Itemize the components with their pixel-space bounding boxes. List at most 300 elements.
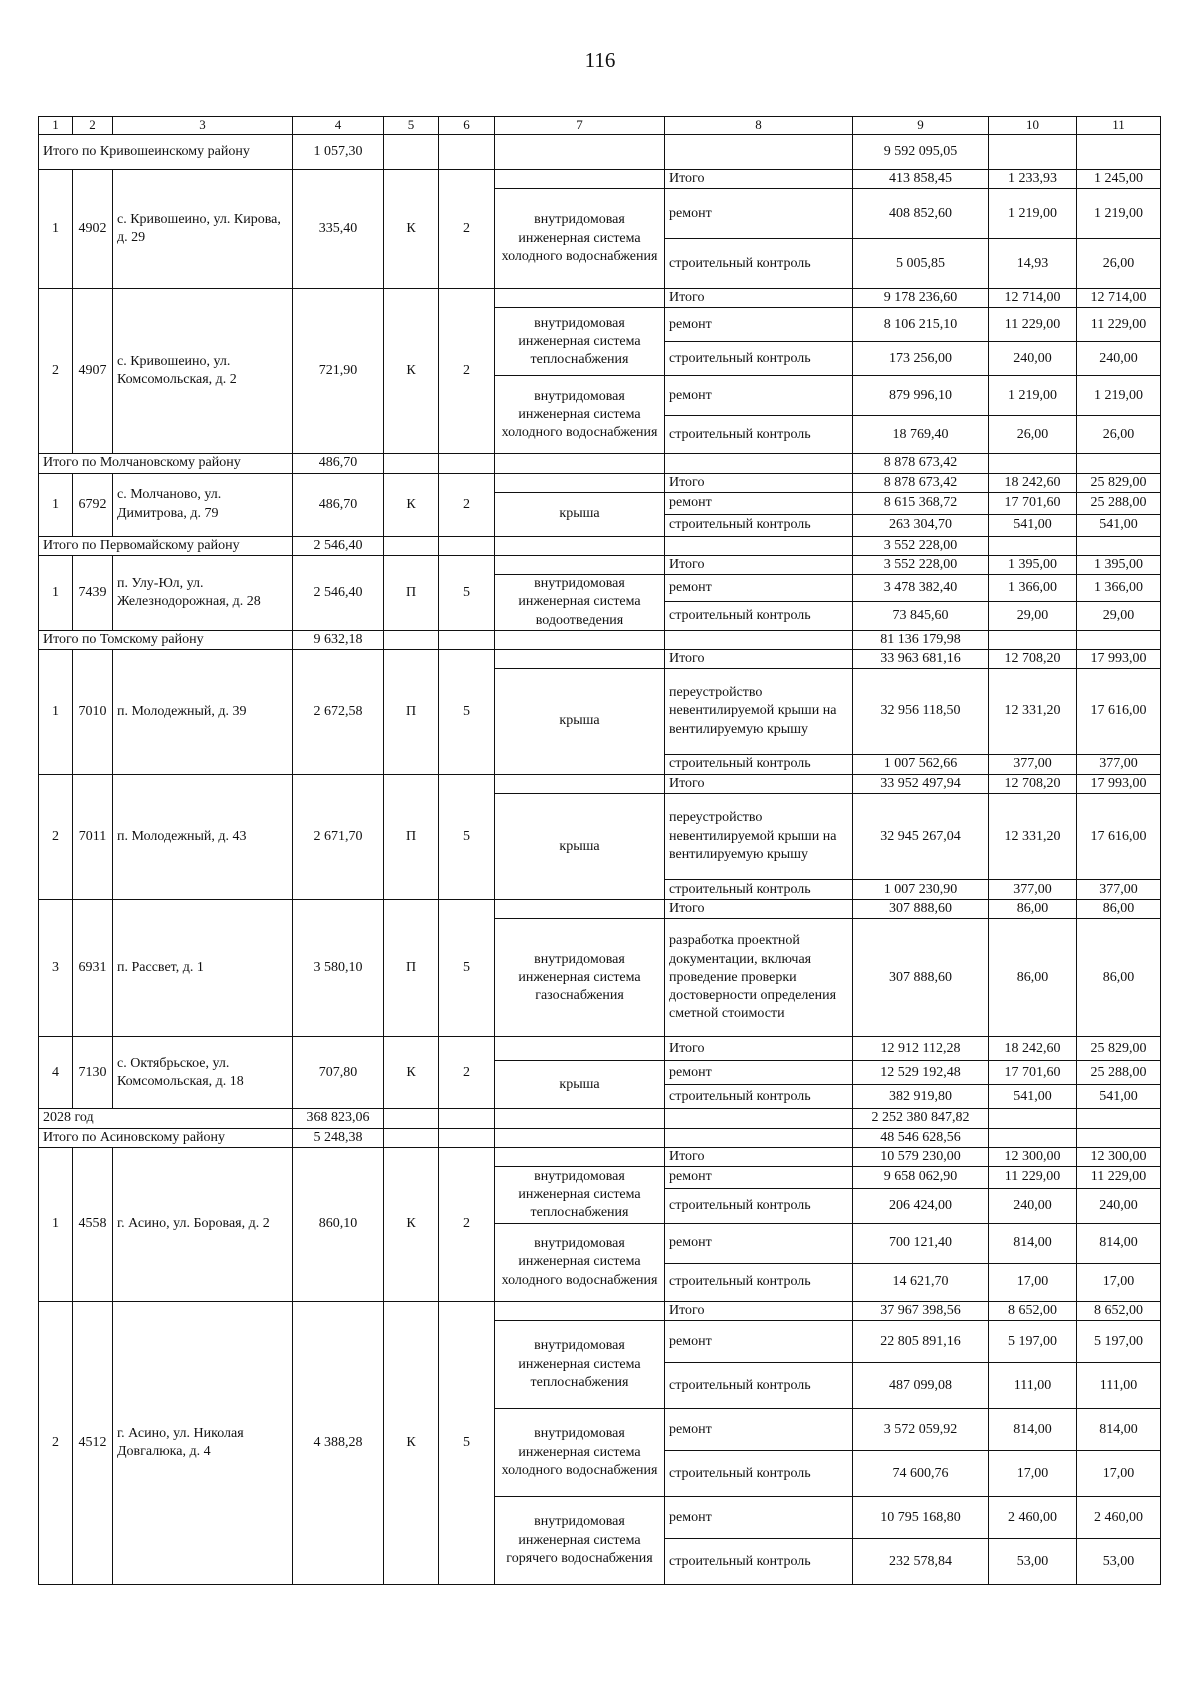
work-max-cost: 377,00 <box>1077 880 1161 900</box>
work-type: ремонт <box>665 575 853 602</box>
work-type: разработка проектной документации, включая проведение проверки достоверности определения сметной стоимости <box>665 919 853 1037</box>
work-max-cost: 111,00 <box>1077 1363 1161 1409</box>
total-area: 2 546,40 <box>293 536 384 555</box>
floor-count: 5 <box>439 555 495 630</box>
work-type: переустройство невентилируемой крыши на вентилируемую крышу <box>665 669 853 755</box>
house-itogo-row <box>39 473 1161 492</box>
work-unit-cost: 12 331,20 <box>989 794 1077 880</box>
work-unit-cost: 1 219,00 <box>989 189 1077 239</box>
house-area: 4 388,28 <box>293 1302 384 1585</box>
work-max-cost: 17 616,00 <box>1077 669 1161 755</box>
empty-cell <box>495 536 665 555</box>
itogo-cost: 12 912 112,28 <box>853 1037 989 1061</box>
house-address: с. Октябрьское, ул. Комсомольская, д. 18 <box>113 1037 293 1109</box>
wall-material: К <box>384 473 439 536</box>
itogo-unit-cost: 18 242,60 <box>989 1037 1077 1061</box>
work-max-cost: 53,00 <box>1077 1539 1161 1585</box>
work-max-cost: 814,00 <box>1077 1409 1161 1451</box>
work-type: строительный контроль <box>665 239 853 289</box>
empty-cell <box>989 1109 1077 1128</box>
total-area: 5 248,38 <box>293 1128 384 1147</box>
work-cost: 206 424,00 <box>853 1189 989 1224</box>
work-cost: 10 795 168,80 <box>853 1497 989 1539</box>
work-unit-cost: 240,00 <box>989 342 1077 376</box>
work-unit-cost: 17 701,60 <box>989 492 1077 514</box>
itogo-unit-cost: 12 708,20 <box>989 649 1077 668</box>
work-cost: 8 615 368,72 <box>853 492 989 514</box>
work-type: ремонт <box>665 1167 853 1189</box>
work-type: строительный контроль <box>665 1264 853 1302</box>
empty-cell <box>384 536 439 555</box>
empty-cell <box>1077 1109 1161 1128</box>
house-id: 4558 <box>73 1147 113 1301</box>
empty-cell <box>495 1037 665 1061</box>
work-type: ремонт <box>665 1409 853 1451</box>
empty-cell <box>665 454 853 473</box>
total-row <box>39 630 1161 649</box>
work-cost: 1 007 230,90 <box>853 880 989 900</box>
itogo-label: Итого <box>665 1302 853 1321</box>
house-area: 860,10 <box>293 1147 384 1301</box>
empty-cell <box>495 1109 665 1128</box>
system-name: внутридомовая инженерная система холодного водоснабжения <box>495 376 665 454</box>
itogo-label: Итого <box>665 900 853 919</box>
empty-cell <box>495 170 665 189</box>
work-max-cost: 25 288,00 <box>1077 492 1161 514</box>
work-max-cost: 86,00 <box>1077 919 1161 1037</box>
empty-cell <box>384 1128 439 1147</box>
work-type: строительный контроль <box>665 1085 853 1109</box>
column-number-row <box>39 117 1161 135</box>
house-address: п. Рассвет, д. 1 <box>113 900 293 1037</box>
work-cost: 18 769,40 <box>853 416 989 454</box>
empty-cell <box>1077 135 1161 170</box>
work-type: строительный контроль <box>665 601 853 630</box>
itogo-label: Итого <box>665 555 853 574</box>
work-type: строительный контроль <box>665 514 853 536</box>
work-max-cost: 11 229,00 <box>1077 1167 1161 1189</box>
work-max-cost: 26,00 <box>1077 239 1161 289</box>
itogo-unit-cost: 12 714,00 <box>989 289 1077 308</box>
work-cost: 73 845,60 <box>853 601 989 630</box>
floor-count: 2 <box>439 1037 495 1109</box>
work-cost: 382 919,80 <box>853 1085 989 1109</box>
work-type: ремонт <box>665 1224 853 1264</box>
house-area: 2 546,40 <box>293 555 384 630</box>
work-type: строительный контроль <box>665 1363 853 1409</box>
empty-cell <box>495 630 665 649</box>
itogo-unit-cost: 12 708,20 <box>989 775 1077 794</box>
total-area: 1 057,30 <box>293 135 384 170</box>
total-row <box>39 135 1161 170</box>
wall-material: К <box>384 289 439 454</box>
work-max-cost: 26,00 <box>1077 416 1161 454</box>
work-unit-cost: 1 219,00 <box>989 376 1077 416</box>
work-unit-cost: 814,00 <box>989 1224 1077 1264</box>
empty-cell <box>384 630 439 649</box>
page-number: 116 <box>584 48 616 72</box>
column-header: 11 <box>1077 117 1161 135</box>
system-name: крыша <box>495 1061 665 1109</box>
floor-count: 2 <box>439 1147 495 1301</box>
itogo-max-cost: 1 245,00 <box>1077 170 1161 189</box>
floor-count: 5 <box>439 775 495 900</box>
work-cost: 700 121,40 <box>853 1224 989 1264</box>
itogo-max-cost: 17 993,00 <box>1077 649 1161 668</box>
work-unit-cost: 240,00 <box>989 1189 1077 1224</box>
total-label: 2028 год <box>39 1109 293 1128</box>
house-address: с. Молчаново, ул. Димитрова, д. 79 <box>113 473 293 536</box>
itogo-unit-cost: 1 395,00 <box>989 555 1077 574</box>
work-cost: 263 304,70 <box>853 514 989 536</box>
empty-cell <box>665 135 853 170</box>
work-type: строительный контроль <box>665 1451 853 1497</box>
work-type: ремонт <box>665 308 853 342</box>
total-cost: 8 878 673,42 <box>853 454 989 473</box>
work-max-cost: 17,00 <box>1077 1451 1161 1497</box>
empty-cell <box>495 775 665 794</box>
work-type: строительный контроль <box>665 342 853 376</box>
wall-material: П <box>384 775 439 900</box>
itogo-label: Итого <box>665 1037 853 1061</box>
itogo-label: Итого <box>665 775 853 794</box>
system-name: внутридомовая инженерная система теплоснабжения <box>495 1167 665 1224</box>
itogo-unit-cost: 18 242,60 <box>989 473 1077 492</box>
house-itogo-row <box>39 775 1161 794</box>
house-number: 3 <box>39 900 73 1037</box>
work-cost: 12 529 192,48 <box>853 1061 989 1085</box>
house-id: 7010 <box>73 649 113 774</box>
work-unit-cost: 541,00 <box>989 1085 1077 1109</box>
itogo-cost: 37 967 398,56 <box>853 1302 989 1321</box>
total-label: Итого по Асиновскому району <box>39 1128 293 1147</box>
floor-count: 5 <box>439 900 495 1037</box>
empty-cell <box>1077 630 1161 649</box>
house-number: 1 <box>39 1147 73 1301</box>
work-unit-cost: 377,00 <box>989 880 1077 900</box>
work-type: ремонт <box>665 492 853 514</box>
empty-cell <box>989 454 1077 473</box>
floor-count: 5 <box>439 1302 495 1585</box>
itogo-max-cost: 8 652,00 <box>1077 1302 1161 1321</box>
column-header: 10 <box>989 117 1077 135</box>
itogo-max-cost: 17 993,00 <box>1077 775 1161 794</box>
floor-count: 5 <box>439 649 495 774</box>
total-area: 9 632,18 <box>293 630 384 649</box>
work-type: ремонт <box>665 1497 853 1539</box>
itogo-max-cost: 12 714,00 <box>1077 289 1161 308</box>
work-cost: 3 478 382,40 <box>853 575 989 602</box>
column-header: 6 <box>439 117 495 135</box>
column-header: 8 <box>665 117 853 135</box>
empty-cell <box>384 454 439 473</box>
system-name: внутридомовая инженерная система холодного водоснабжения <box>495 1224 665 1302</box>
column-header: 7 <box>495 117 665 135</box>
house-itogo-row <box>39 1302 1161 1321</box>
empty-cell <box>989 1128 1077 1147</box>
work-cost: 232 578,84 <box>853 1539 989 1585</box>
house-area: 486,70 <box>293 473 384 536</box>
house-area: 2 671,70 <box>293 775 384 900</box>
total-cost: 2 252 380 847,82 <box>853 1109 989 1128</box>
total-row <box>39 1109 1161 1128</box>
itogo-cost: 33 952 497,94 <box>853 775 989 794</box>
house-number: 1 <box>39 170 73 289</box>
house-address: с. Кривошеино, ул. Кирова, д. 29 <box>113 170 293 289</box>
itogo-cost: 413 858,45 <box>853 170 989 189</box>
work-max-cost: 25 288,00 <box>1077 1061 1161 1085</box>
house-itogo-row <box>39 649 1161 668</box>
work-max-cost: 17 616,00 <box>1077 794 1161 880</box>
work-type: строительный контроль <box>665 1539 853 1585</box>
work-unit-cost: 1 366,00 <box>989 575 1077 602</box>
system-name: внутридомовая инженерная система газоснабжения <box>495 919 665 1037</box>
column-header: 9 <box>853 117 989 135</box>
work-type: строительный контроль <box>665 416 853 454</box>
total-cost: 48 546 628,56 <box>853 1128 989 1147</box>
work-max-cost: 1 219,00 <box>1077 376 1161 416</box>
house-number: 1 <box>39 473 73 536</box>
house-address: п. Молодежный, д. 43 <box>113 775 293 900</box>
empty-cell <box>1077 454 1161 473</box>
total-label: Итого по Кривошеинскому району <box>39 135 293 170</box>
empty-cell <box>439 630 495 649</box>
work-unit-cost: 14,93 <box>989 239 1077 289</box>
work-max-cost: 17,00 <box>1077 1264 1161 1302</box>
empty-cell <box>495 1147 665 1166</box>
house-area: 335,40 <box>293 170 384 289</box>
work-unit-cost: 111,00 <box>989 1363 1077 1409</box>
column-header: 3 <box>113 117 293 135</box>
empty-cell <box>495 649 665 668</box>
house-id: 4902 <box>73 170 113 289</box>
work-max-cost: 1 219,00 <box>1077 189 1161 239</box>
itogo-cost: 8 878 673,42 <box>853 473 989 492</box>
house-area: 721,90 <box>293 289 384 454</box>
empty-cell <box>1077 1128 1161 1147</box>
work-type: ремонт <box>665 1061 853 1085</box>
itogo-unit-cost: 86,00 <box>989 900 1077 919</box>
work-cost: 1 007 562,66 <box>853 755 989 775</box>
work-type: строительный контроль <box>665 755 853 775</box>
work-max-cost: 11 229,00 <box>1077 308 1161 342</box>
itogo-cost: 307 888,60 <box>853 900 989 919</box>
work-unit-cost: 2 460,00 <box>989 1497 1077 1539</box>
itogo-cost: 33 963 681,16 <box>853 649 989 668</box>
house-id: 4907 <box>73 289 113 454</box>
empty-cell <box>989 536 1077 555</box>
itogo-label: Итого <box>665 170 853 189</box>
itogo-label: Итого <box>665 289 853 308</box>
system-name: крыша <box>495 492 665 536</box>
system-name: внутридомовая инженерная система холодного водоснабжения <box>495 189 665 289</box>
work-max-cost: 2 460,00 <box>1077 1497 1161 1539</box>
work-unit-cost: 53,00 <box>989 1539 1077 1585</box>
column-header: 5 <box>384 117 439 135</box>
work-unit-cost: 814,00 <box>989 1409 1077 1451</box>
house-address: п. Молодежный, д. 39 <box>113 649 293 774</box>
table-body <box>39 117 1161 1585</box>
system-name: внутридомовая инженерная система водоотведения <box>495 575 665 631</box>
empty-cell <box>384 1109 439 1128</box>
work-cost: 32 945 267,04 <box>853 794 989 880</box>
work-unit-cost: 17,00 <box>989 1264 1077 1302</box>
total-row <box>39 536 1161 555</box>
total-label: Итого по Молчановскому району <box>39 454 293 473</box>
itogo-unit-cost: 1 233,93 <box>989 170 1077 189</box>
itogo-unit-cost: 12 300,00 <box>989 1147 1077 1166</box>
work-unit-cost: 86,00 <box>989 919 1077 1037</box>
house-number: 2 <box>39 1302 73 1585</box>
itogo-max-cost: 12 300,00 <box>1077 1147 1161 1166</box>
house-area: 2 672,58 <box>293 649 384 774</box>
house-number: 2 <box>39 775 73 900</box>
work-unit-cost: 26,00 <box>989 416 1077 454</box>
house-itogo-row <box>39 900 1161 919</box>
work-type: ремонт <box>665 189 853 239</box>
empty-cell <box>989 630 1077 649</box>
work-unit-cost: 11 229,00 <box>989 308 1077 342</box>
wall-material: К <box>384 1037 439 1109</box>
house-id: 7011 <box>73 775 113 900</box>
empty-cell <box>989 135 1077 170</box>
work-unit-cost: 17 701,60 <box>989 1061 1077 1085</box>
work-cost: 14 621,70 <box>853 1264 989 1302</box>
itogo-label: Итого <box>665 1147 853 1166</box>
system-name: внутридомовая инженерная система теплоснабжения <box>495 1321 665 1409</box>
empty-cell <box>495 473 665 492</box>
house-id: 7130 <box>73 1037 113 1109</box>
work-type: строительный контроль <box>665 1189 853 1224</box>
empty-cell <box>665 1128 853 1147</box>
work-max-cost: 240,00 <box>1077 1189 1161 1224</box>
itogo-cost: 10 579 230,00 <box>853 1147 989 1166</box>
house-number: 1 <box>39 649 73 774</box>
work-cost: 74 600,76 <box>853 1451 989 1497</box>
total-cost: 81 136 179,98 <box>853 630 989 649</box>
system-name: внутридомовая инженерная система горячего водоснабжения <box>495 1497 665 1585</box>
empty-cell <box>495 555 665 574</box>
total-row <box>39 1128 1161 1147</box>
empty-cell <box>495 900 665 919</box>
total-area: 368 823,06 <box>293 1109 384 1128</box>
itogo-max-cost: 86,00 <box>1077 900 1161 919</box>
work-unit-cost: 5 197,00 <box>989 1321 1077 1363</box>
empty-cell <box>665 630 853 649</box>
work-cost: 487 099,08 <box>853 1363 989 1409</box>
house-address: п. Улу-Юл, ул. Железнодорожная, д. 28 <box>113 555 293 630</box>
work-type: ремонт <box>665 1321 853 1363</box>
work-cost: 9 658 062,90 <box>853 1167 989 1189</box>
work-unit-cost: 541,00 <box>989 514 1077 536</box>
total-row <box>39 454 1161 473</box>
itogo-unit-cost: 8 652,00 <box>989 1302 1077 1321</box>
house-id: 6931 <box>73 900 113 1037</box>
wall-material: П <box>384 649 439 774</box>
work-max-cost: 377,00 <box>1077 755 1161 775</box>
itogo-cost: 9 178 236,60 <box>853 289 989 308</box>
work-unit-cost: 29,00 <box>989 601 1077 630</box>
work-max-cost: 541,00 <box>1077 514 1161 536</box>
itogo-max-cost: 1 395,00 <box>1077 555 1161 574</box>
system-name: внутридомовая инженерная система теплоснабжения <box>495 308 665 376</box>
work-cost: 32 956 118,50 <box>853 669 989 755</box>
work-max-cost: 5 197,00 <box>1077 1321 1161 1363</box>
work-max-cost: 240,00 <box>1077 342 1161 376</box>
empty-cell <box>495 289 665 308</box>
repair-program-table <box>38 116 1161 1585</box>
empty-cell <box>439 1109 495 1128</box>
wall-material: К <box>384 1302 439 1585</box>
house-address: с. Кривошеино, ул. Комсомольская, д. 2 <box>113 289 293 454</box>
empty-cell <box>495 1302 665 1321</box>
wall-material: К <box>384 170 439 289</box>
wall-material: П <box>384 555 439 630</box>
house-itogo-row <box>39 170 1161 189</box>
house-area: 3 580,10 <box>293 900 384 1037</box>
house-itogo-row <box>39 555 1161 574</box>
work-max-cost: 541,00 <box>1077 1085 1161 1109</box>
house-number: 1 <box>39 555 73 630</box>
total-label: Итого по Первомайскому району <box>39 536 293 555</box>
work-cost: 8 106 215,10 <box>853 308 989 342</box>
empty-cell <box>665 536 853 555</box>
floor-count: 2 <box>439 473 495 536</box>
work-unit-cost: 12 331,20 <box>989 669 1077 755</box>
work-max-cost: 814,00 <box>1077 1224 1161 1264</box>
total-cost: 9 592 095,05 <box>853 135 989 170</box>
column-header: 4 <box>293 117 384 135</box>
itogo-cost: 3 552 228,00 <box>853 555 989 574</box>
work-cost: 3 572 059,92 <box>853 1409 989 1451</box>
total-area: 486,70 <box>293 454 384 473</box>
empty-cell <box>495 454 665 473</box>
work-cost: 879 996,10 <box>853 376 989 416</box>
empty-cell <box>439 536 495 555</box>
itogo-max-cost: 25 829,00 <box>1077 1037 1161 1061</box>
house-address: г. Асино, ул. Боровая, д. 2 <box>113 1147 293 1301</box>
itogo-label: Итого <box>665 649 853 668</box>
work-type: ремонт <box>665 376 853 416</box>
empty-cell <box>495 135 665 170</box>
work-unit-cost: 377,00 <box>989 755 1077 775</box>
empty-cell <box>439 1128 495 1147</box>
work-type: переустройство невентилируемой крыши на вентилируемую крышу <box>665 794 853 880</box>
total-label: Итого по Томскому району <box>39 630 293 649</box>
column-header: 2 <box>73 117 113 135</box>
work-cost: 5 005,85 <box>853 239 989 289</box>
house-id: 4512 <box>73 1302 113 1585</box>
column-header: 1 <box>39 117 73 135</box>
house-id: 7439 <box>73 555 113 630</box>
wall-material: К <box>384 1147 439 1301</box>
empty-cell <box>1077 536 1161 555</box>
empty-cell <box>384 135 439 170</box>
work-cost: 22 805 891,16 <box>853 1321 989 1363</box>
itogo-label: Итого <box>665 473 853 492</box>
house-number: 2 <box>39 289 73 454</box>
system-name: крыша <box>495 669 665 775</box>
empty-cell <box>439 454 495 473</box>
house-address: г. Асино, ул. Николая Довгалюка, д. 4 <box>113 1302 293 1585</box>
empty-cell <box>665 1109 853 1128</box>
work-type: строительный контроль <box>665 880 853 900</box>
total-cost: 3 552 228,00 <box>853 536 989 555</box>
system-name: крыша <box>495 794 665 900</box>
work-unit-cost: 11 229,00 <box>989 1167 1077 1189</box>
house-itogo-row <box>39 1147 1161 1166</box>
work-max-cost: 29,00 <box>1077 601 1161 630</box>
